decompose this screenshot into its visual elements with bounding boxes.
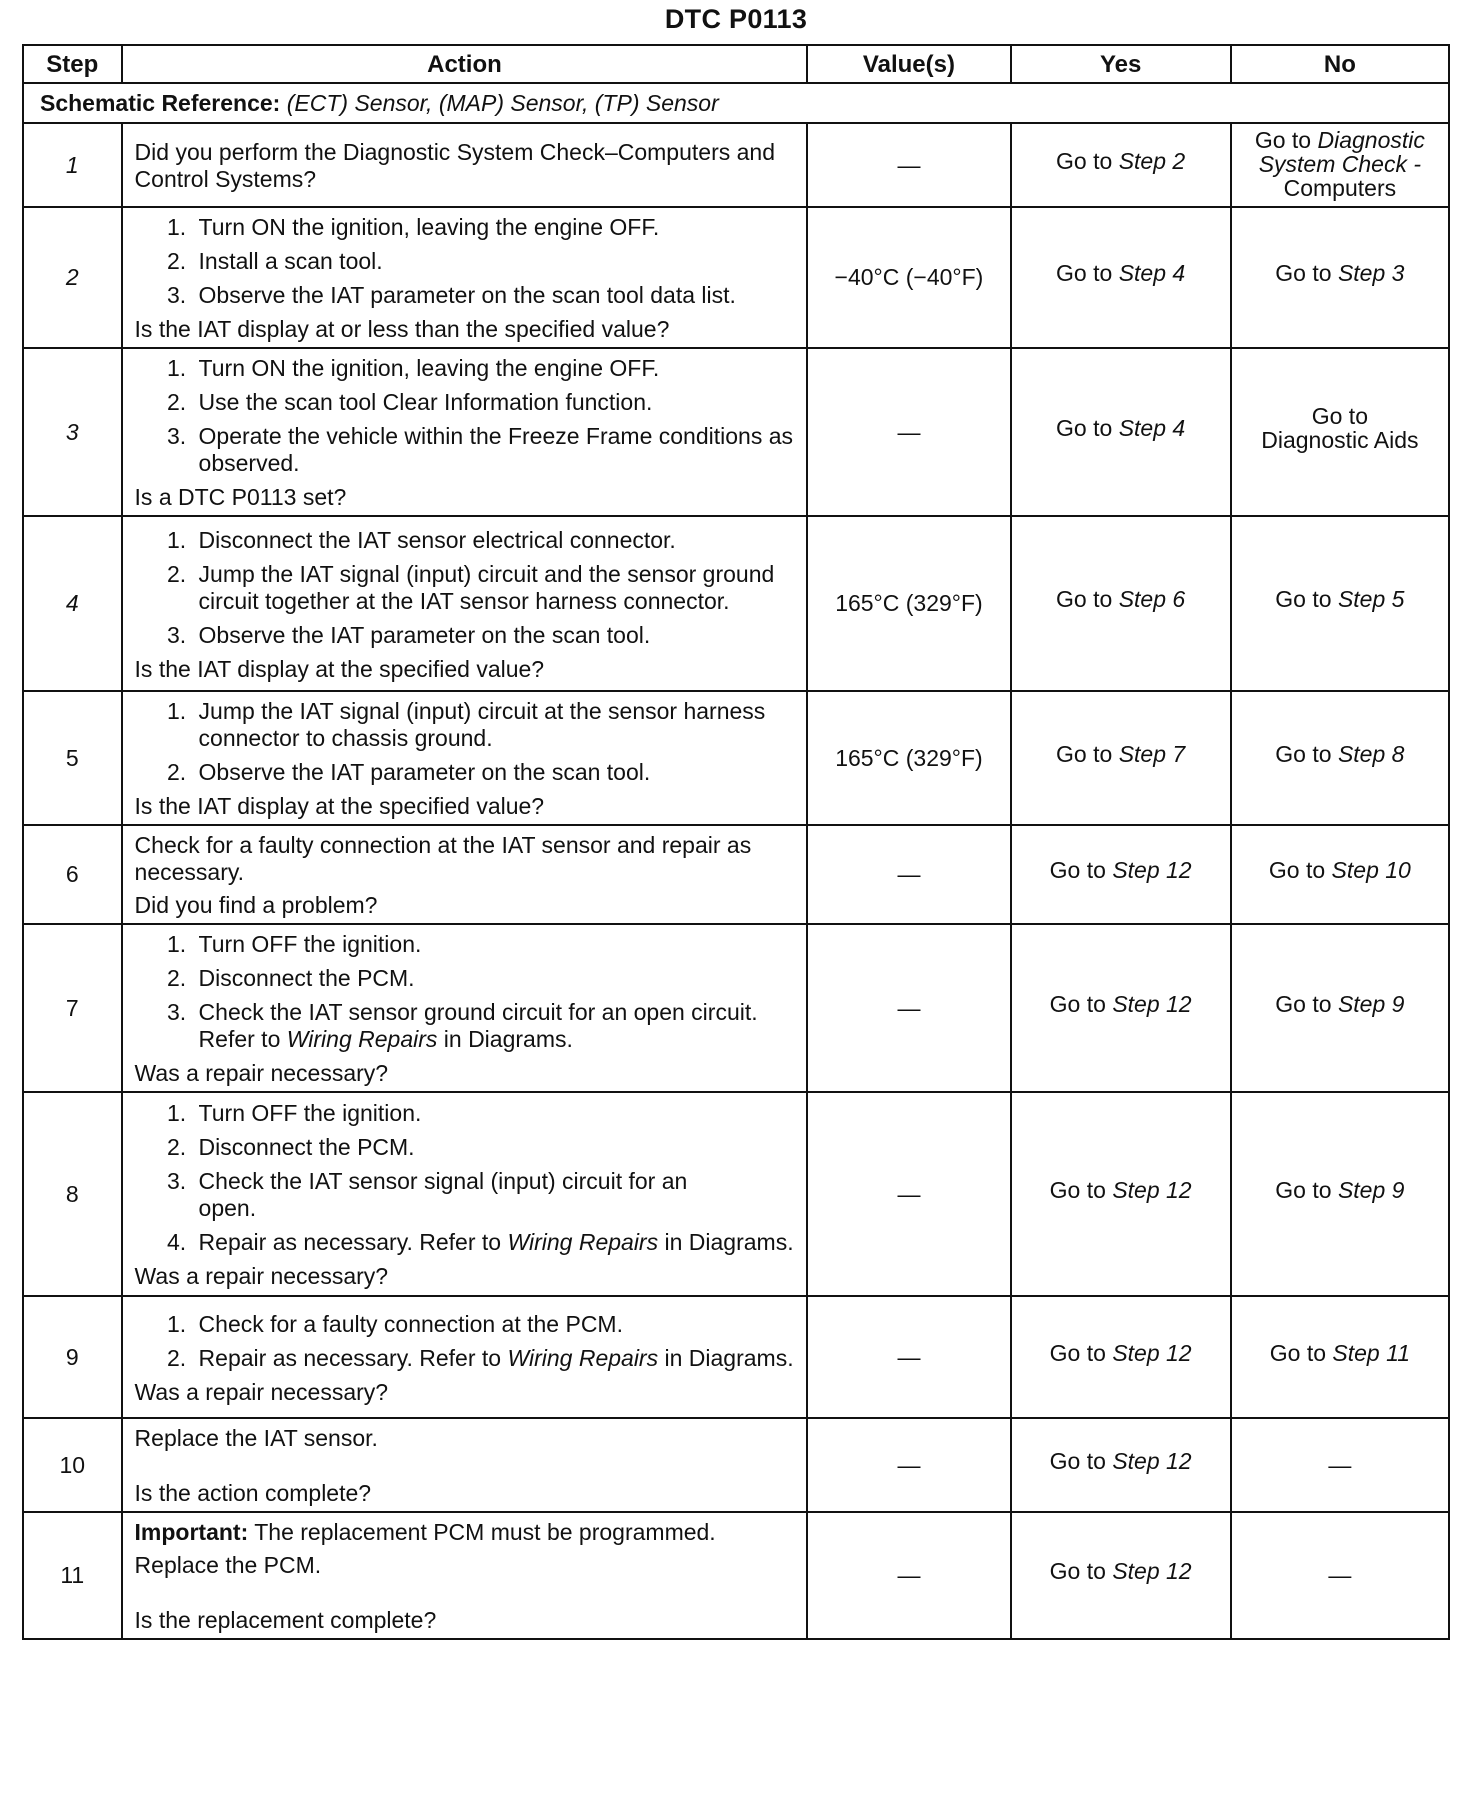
- action-item: 2. Observe the IAT parameter on the scan tool.: [193, 759, 797, 786]
- no-prefix: Go to: [1275, 990, 1338, 1017]
- yes-cell: [1011, 516, 1231, 691]
- yes-prefix: Go to: [1056, 414, 1119, 441]
- action-cell: [122, 825, 808, 924]
- action-list: [135, 1100, 797, 1256]
- action-item: 1. Turn ON the ignition, leaving the engine OFF.: [193, 214, 797, 241]
- header-step: Step: [23, 45, 122, 83]
- no-cell: —: [1231, 1512, 1449, 1639]
- value-cell: —: [807, 348, 1010, 516]
- action-text: Repair as necessary. Refer to: [198, 1344, 508, 1371]
- important-label: Important:: [134, 1519, 249, 1545]
- step-number: 4: [23, 516, 122, 691]
- value-cell: —: [807, 924, 1010, 1092]
- no-step-link[interactable]: Step 3: [1337, 260, 1405, 286]
- action-item: 2. Use the scan tool Clear Information function.: [193, 389, 797, 416]
- no-cell: [1231, 516, 1449, 691]
- action-item: 3. Operate the vehicle within the Freeze Frame conditions as observed.: [193, 423, 797, 477]
- yes-prefix: Go to: [1056, 586, 1119, 612]
- yes-cell: [1011, 1512, 1231, 1639]
- yes-step-link[interactable]: Step 4: [1118, 414, 1186, 441]
- yes-cell: [1011, 825, 1231, 924]
- schematic-reference: [23, 83, 1449, 123]
- table-row: [23, 123, 1449, 207]
- step-number: 1: [23, 123, 122, 207]
- action-item: 1. Turn ON the ignition, leaving the engine OFF.: [193, 355, 797, 382]
- yes-step-link[interactable]: Step 12: [1112, 1447, 1192, 1474]
- action-cell: [122, 123, 808, 207]
- action-text: Check the IAT sensor ground circuit for an open circuit. Refer to: [198, 999, 758, 1052]
- action-question: Is the action complete?: [134, 1480, 372, 1506]
- yes-cell: [1011, 691, 1231, 825]
- no-cell: [1231, 1296, 1449, 1418]
- yes-prefix: Go to: [1049, 1558, 1113, 1584]
- action-item: [193, 1345, 797, 1372]
- yes-prefix: Go to: [1049, 857, 1113, 883]
- yes-prefix: Go to: [1056, 147, 1119, 174]
- action-cell: [122, 1418, 808, 1512]
- action-cell: [122, 207, 808, 348]
- no-prefix: Go to: [1275, 1176, 1338, 1203]
- action-item: 1. Jump the IAT signal (input) circuit at the sensor harness connector to chassis ground.: [193, 698, 797, 752]
- table-row: [23, 691, 1449, 825]
- step-number: 3: [23, 348, 122, 516]
- spacer: [135, 1452, 797, 1478]
- action-text: Replace the IAT sensor.: [134, 1425, 378, 1451]
- table-row: [23, 924, 1449, 1092]
- action-question: Was a repair necessary?: [134, 1378, 389, 1405]
- action-question: Was a repair necessary?: [134, 1060, 389, 1086]
- action-question: Was a repair necessary?: [134, 1263, 389, 1289]
- action-item: 1. Turn OFF the ignition.: [193, 931, 797, 958]
- action-text: in Diagrams.: [658, 1229, 794, 1255]
- step-number: 9: [23, 1296, 122, 1418]
- action-cell: [122, 1512, 808, 1639]
- yes-cell: [1011, 1418, 1231, 1512]
- yes-step-link[interactable]: Step 6: [1118, 586, 1186, 612]
- yes-prefix: Go to: [1049, 1176, 1113, 1203]
- action-list: [135, 931, 797, 1053]
- schematic-text: (ECT) Sensor, (MAP) Sensor, (TP) Sensor: [286, 89, 719, 116]
- yes-cell: [1011, 1296, 1231, 1418]
- action-item: [193, 999, 797, 1053]
- action-list: [135, 698, 797, 786]
- no-cell: [1231, 123, 1449, 207]
- no-prefix: Go to: [1275, 740, 1338, 767]
- action-list: [135, 1311, 797, 1372]
- yes-cell: [1011, 123, 1231, 207]
- action-question: Is the IAT display at the specified value?: [134, 655, 545, 682]
- value-cell: 165°C (329°F): [807, 516, 1010, 691]
- header-no: No: [1231, 45, 1449, 83]
- yes-step-link[interactable]: Step 12: [1112, 1176, 1192, 1203]
- no-step-link[interactable]: Step 8: [1337, 740, 1405, 767]
- no-step-link[interactable]: Step 9: [1337, 1176, 1405, 1203]
- action-item: 1. Disconnect the IAT sensor electrical connector.: [193, 527, 797, 554]
- action-cell: [122, 691, 808, 825]
- step-number: 7: [23, 924, 122, 1092]
- action-list: [135, 355, 797, 477]
- value-cell: —: [807, 123, 1010, 207]
- action-text: Replace the PCM.: [134, 1552, 322, 1578]
- header-row: [23, 45, 1449, 83]
- action-item: 1. Check for a faulty connection at the PCM.: [193, 1311, 797, 1338]
- no-suffix: Computers: [1283, 175, 1397, 201]
- no-diagnostic-link[interactable]: Diagnostic System Check -: [1258, 127, 1425, 177]
- step-number: 11: [23, 1512, 122, 1639]
- action-text: in Diagrams.: [437, 1026, 573, 1052]
- yes-step-link[interactable]: Step 12: [1112, 990, 1192, 1017]
- header-value: Value(s): [807, 45, 1010, 83]
- yes-cell: [1011, 207, 1231, 348]
- step-number: 5: [23, 691, 122, 825]
- no-step-link[interactable]: Step 9: [1337, 990, 1405, 1017]
- yes-prefix: Go to: [1049, 1339, 1113, 1366]
- action-item: 2. Disconnect the PCM.: [193, 1134, 797, 1161]
- value-cell: —: [807, 1296, 1010, 1418]
- important-text: The replacement PCM must be programmed.: [248, 1519, 716, 1545]
- table-row: [23, 516, 1449, 691]
- action-item: 3. Observe the IAT parameter on the scan tool data list.: [193, 282, 797, 309]
- no-step-link[interactable]: Step 5: [1337, 586, 1405, 612]
- action-cell: [122, 348, 808, 516]
- table-row: [23, 825, 1449, 924]
- step-number: 10: [23, 1418, 122, 1512]
- no-diagnostic-aids-link[interactable]: Diagnostic Aids: [1261, 427, 1419, 453]
- step-number: 8: [23, 1092, 122, 1296]
- action-cell: [122, 516, 808, 691]
- action-item: 3. Observe the IAT parameter on the scan tool.: [193, 622, 797, 649]
- action-cell: [122, 1092, 808, 1296]
- table-row: [23, 1512, 1449, 1639]
- no-cell: [1231, 1092, 1449, 1296]
- action-question: Is a DTC P0113 set?: [134, 484, 347, 510]
- no-prefix: Go to: [1268, 857, 1332, 883]
- value-cell: −40°C (−40°F): [807, 207, 1010, 348]
- action-item: [193, 1229, 797, 1256]
- yes-cell: [1011, 348, 1231, 516]
- action-question: Did you find a problem?: [134, 892, 378, 918]
- action-text: Did you perform the Diagnostic System Check–Computers and Control Systems?: [134, 139, 775, 192]
- action-cell: [122, 1296, 808, 1418]
- action-item: 2. Install a scan tool.: [193, 248, 797, 275]
- action-question: Is the IAT display at the specified value?: [134, 793, 545, 819]
- no-cell: —: [1231, 1418, 1449, 1512]
- yes-prefix: Go to: [1049, 1447, 1113, 1474]
- action-item: 1. Turn OFF the ignition.: [193, 1100, 797, 1127]
- table-row: [23, 207, 1449, 348]
- value-cell: —: [807, 1512, 1010, 1639]
- document-title: DTC P0113: [664, 4, 808, 34]
- yes-step-link[interactable]: Step 12: [1112, 1558, 1192, 1584]
- yes-cell: [1011, 1092, 1231, 1296]
- step-number: 6: [23, 825, 122, 924]
- no-step-link[interactable]: Step 10: [1331, 857, 1411, 883]
- no-cell: [1231, 825, 1449, 924]
- step-number: 2: [23, 207, 122, 348]
- yes-step-link[interactable]: Step 4: [1118, 260, 1186, 286]
- action-item: 2. Jump the IAT signal (input) circuit and the sensor ground circuit together at the IAT sensor harness connector.: [193, 561, 797, 615]
- yes-step-link[interactable]: Step 12: [1112, 857, 1192, 883]
- yes-prefix: Go to: [1056, 740, 1119, 767]
- action-item: 2. Disconnect the PCM.: [193, 965, 797, 992]
- yes-prefix: Go to: [1056, 260, 1119, 286]
- yes-step-link[interactable]: Step 2: [1118, 147, 1186, 174]
- table-row: [23, 1296, 1449, 1418]
- action-text: in Diagrams.: [658, 1344, 794, 1371]
- wiring-repairs-link[interactable]: Wiring Repairs: [286, 1026, 438, 1052]
- no-cell: [1231, 691, 1449, 825]
- no-cell: [1231, 924, 1449, 1092]
- action-question: Is the replacement complete?: [134, 1607, 437, 1633]
- value-cell: —: [807, 1092, 1010, 1296]
- diagnostic-table: [22, 44, 1450, 1640]
- action-list: [135, 527, 797, 649]
- action-question: Is the IAT display at or less than the specified value?: [134, 316, 670, 342]
- no-prefix: Go to: [1254, 127, 1318, 153]
- action-item: 3. Check the IAT sensor signal (input) circuit for an open.: [193, 1168, 797, 1222]
- action-list: [135, 214, 797, 309]
- value-cell: —: [807, 1418, 1010, 1512]
- no-cell: [1231, 207, 1449, 348]
- no-cell: [1231, 348, 1449, 516]
- yes-cell: [1011, 924, 1231, 1092]
- important-note: [135, 1519, 797, 1546]
- wiring-repairs-link[interactable]: Wiring Repairs: [507, 1229, 659, 1255]
- header-action: Action: [122, 45, 808, 83]
- action-text: Check for a faulty connection at the IAT sensor and repair as necessary.: [134, 832, 752, 885]
- schematic-row: [23, 83, 1449, 123]
- no-prefix: Go to: [1269, 1339, 1333, 1366]
- schematic-label: Schematic Reference:: [40, 89, 281, 116]
- header-yes: Yes: [1011, 45, 1231, 83]
- no-prefix: Go to: [1275, 586, 1338, 612]
- yes-step-link[interactable]: Step 12: [1112, 1339, 1192, 1366]
- wiring-repairs-link[interactable]: Wiring Repairs: [507, 1344, 659, 1371]
- table-row: [23, 348, 1449, 516]
- no-step-link[interactable]: Step 11: [1332, 1339, 1410, 1366]
- no-prefix: Go to: [1275, 260, 1338, 286]
- value-cell: —: [807, 825, 1010, 924]
- yes-step-link[interactable]: Step 7: [1118, 740, 1186, 767]
- action-text: Repair as necessary. Refer to: [198, 1229, 508, 1255]
- no-prefix: Go to: [1311, 403, 1368, 429]
- table-row: [23, 1092, 1449, 1296]
- table-row: [23, 1418, 1449, 1512]
- value-cell: 165°C (329°F): [807, 691, 1010, 825]
- spacer: [135, 1579, 797, 1605]
- action-cell: [122, 924, 808, 1092]
- yes-prefix: Go to: [1049, 990, 1113, 1017]
